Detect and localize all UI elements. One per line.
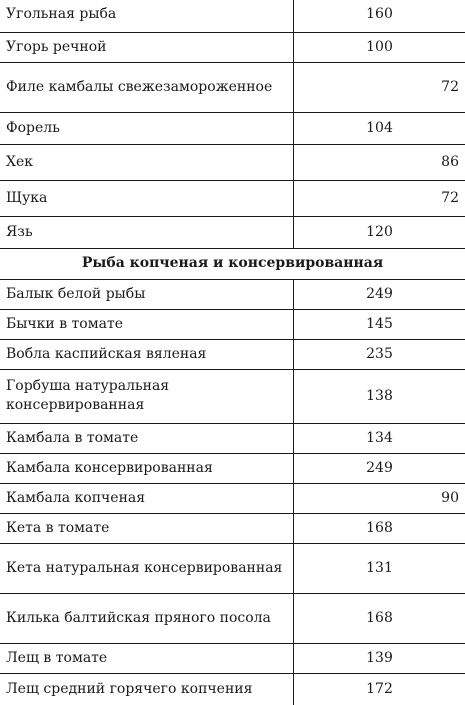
table-row [0,216,465,248]
table-row [0,543,465,593]
food-name: Угорь речной [0,32,294,62]
food-name: Хек [0,144,294,180]
food-name: Килька балтийская пряного посола [0,593,294,643]
food-name: Угольная рыба [0,0,294,32]
kcal-value: 100 [294,32,465,62]
food-name: Филе камбалы свежезамороженное [0,62,294,112]
table-row [0,453,465,483]
kcal-value: 120 [294,216,465,248]
table-row [0,483,465,513]
table-row [0,593,465,643]
table-row [0,144,465,180]
food-name: Горбуша натуральная консервированная [0,369,294,423]
kcal-value: 168 [294,593,465,643]
table-row [0,423,465,453]
table-row [0,643,465,673]
food-name: Лещ в томате [0,643,294,673]
food-name: Бычки в томате [0,309,294,339]
kcal-value: 145 [294,309,465,339]
table-row [0,513,465,543]
kcal-value: 72 [294,180,465,216]
food-name: Вобла каспийская вяленая [0,339,294,369]
section-header-row [0,248,465,279]
kcal-value: 138 [294,369,465,423]
kcal-value: 131 [294,543,465,593]
food-name: Камбала консервированная [0,453,294,483]
table-row [0,32,465,62]
kcal-value: 90 [294,483,465,513]
table-row [0,62,465,112]
kcal-value: 235 [294,339,465,369]
kcal-value: 104 [294,112,465,144]
kcal-value: 139 [294,643,465,673]
table-row [0,112,465,144]
table-row [0,0,465,32]
table-row [0,673,465,705]
food-name: Лещ средний горячего копчения [0,673,294,705]
kcal-value: 249 [294,453,465,483]
food-name: Балык белой рыбы [0,279,294,309]
food-name: Камбала копченая [0,483,294,513]
food-name: Язь [0,216,294,248]
kcal-value: 134 [294,423,465,453]
table-row [0,309,465,339]
section-title: Рыба копченая и консервированная [0,248,465,279]
kcal-value: 172 [294,673,465,705]
food-name: Щука [0,180,294,216]
food-name: Кета натуральная консервированная [0,543,294,593]
table-row [0,180,465,216]
kcal-value: 249 [294,279,465,309]
food-name: Форель [0,112,294,144]
kcal-value: 86 [294,144,465,180]
kcal-value: 160 [294,0,465,32]
kcal-value: 72 [294,62,465,112]
table-row [0,339,465,369]
table-row [0,369,465,423]
food-name: Кета в томате [0,513,294,543]
food-name: Камбала в томате [0,423,294,453]
table-row [0,279,465,309]
kcal-value: 168 [294,513,465,543]
